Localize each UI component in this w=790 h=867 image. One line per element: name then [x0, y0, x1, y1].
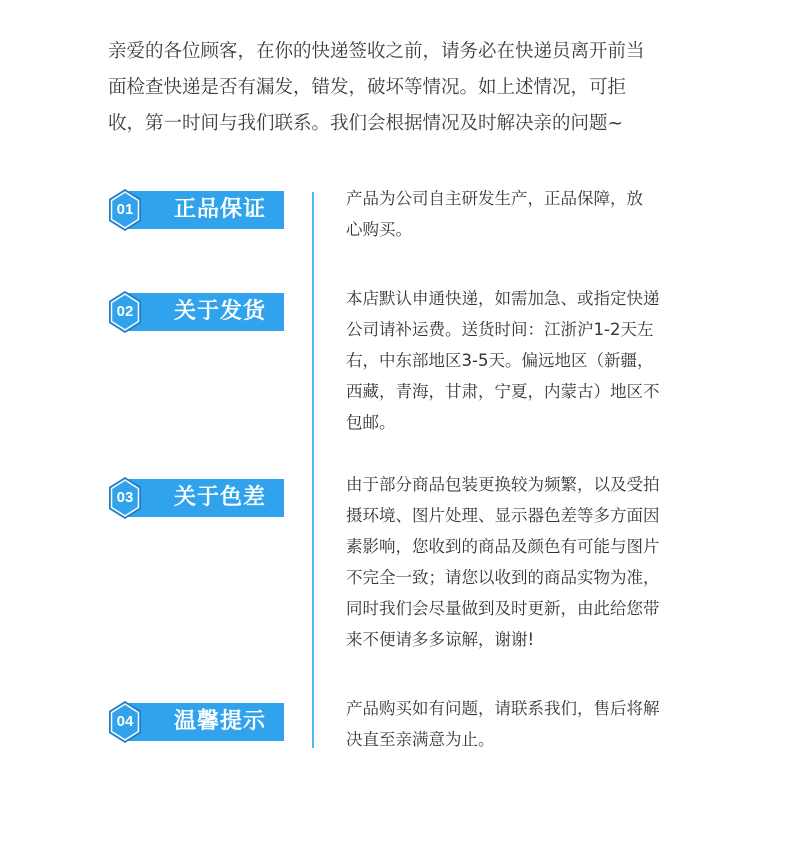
description-line: 由于部分商品包装更换较为频繁，以及受拍	[346, 475, 660, 494]
section-badge	[108, 293, 284, 331]
description-line: 本店默认申通快递，如需加急、或指定快递	[346, 289, 660, 308]
description-line: 产品购买如有问题，请联系我们，售后将解	[346, 699, 660, 718]
section-title: 温馨提示	[174, 709, 267, 734]
description-line: 摄环境、图片处理、显示器色差等多方面因	[346, 506, 660, 525]
section-description	[346, 283, 686, 438]
intro-line: 面检查快递是否有漏发，错发，破坏等情况。如上述情况，可拒	[108, 77, 627, 98]
section-badge	[108, 191, 284, 229]
hexagon-number-icon	[108, 476, 142, 520]
description-line: 右，中东部地区3-5天。偏远地区（新疆，	[346, 351, 654, 370]
badge-bar	[126, 703, 284, 741]
intro-notice	[108, 34, 708, 142]
hexagon-number-icon	[108, 700, 142, 744]
intro-line: 亲爱的各位顾客，在你的快递签收之前，请务必在快递员离开前当	[108, 41, 645, 62]
section-badge	[108, 479, 284, 517]
description-line: 产品为公司自主研发生产，正品保障，放	[346, 189, 643, 208]
badge-bar	[126, 191, 284, 229]
description-line: 来不便请多多谅解，谢谢!	[346, 630, 535, 649]
section-title: 正品保证	[174, 197, 267, 222]
section-title: 关于色差	[174, 485, 267, 510]
section-number: 01	[116, 201, 134, 218]
hexagon-number-icon	[108, 290, 142, 334]
description-line: 决直至亲满意为止。	[346, 730, 495, 749]
section-number: 03	[116, 489, 134, 506]
description-line: 包邮。	[346, 413, 396, 432]
description-line: 素影响，您收到的商品及颜色有可能与图片	[346, 537, 660, 556]
description-line: 不完全一致；请您以收到的商品实物为准，	[346, 568, 660, 587]
intro-line: 收，第一时间与我们联系。我们会根据情况及时解决亲的问题~	[108, 113, 624, 134]
description-line: 心购买。	[346, 220, 412, 239]
section-number: 04	[116, 713, 134, 730]
badge-bar	[126, 479, 284, 517]
section-description	[346, 469, 686, 655]
section-number: 02	[116, 303, 134, 320]
description-line: 西藏，青海，甘肃，宁夏，内蒙古）地区不	[346, 382, 660, 401]
section-description	[346, 693, 686, 755]
section-title: 关于发货	[174, 299, 267, 324]
section-badge	[108, 703, 284, 741]
vertical-divider	[312, 192, 314, 748]
description-line: 公司请补运费。送货时间：江浙沪1-2天左	[346, 320, 654, 339]
section-description	[346, 183, 686, 245]
badge-bar	[126, 293, 284, 331]
description-line: 同时我们会尽量做到及时更新，由此给您带	[346, 599, 660, 618]
hexagon-number-icon	[108, 188, 142, 232]
